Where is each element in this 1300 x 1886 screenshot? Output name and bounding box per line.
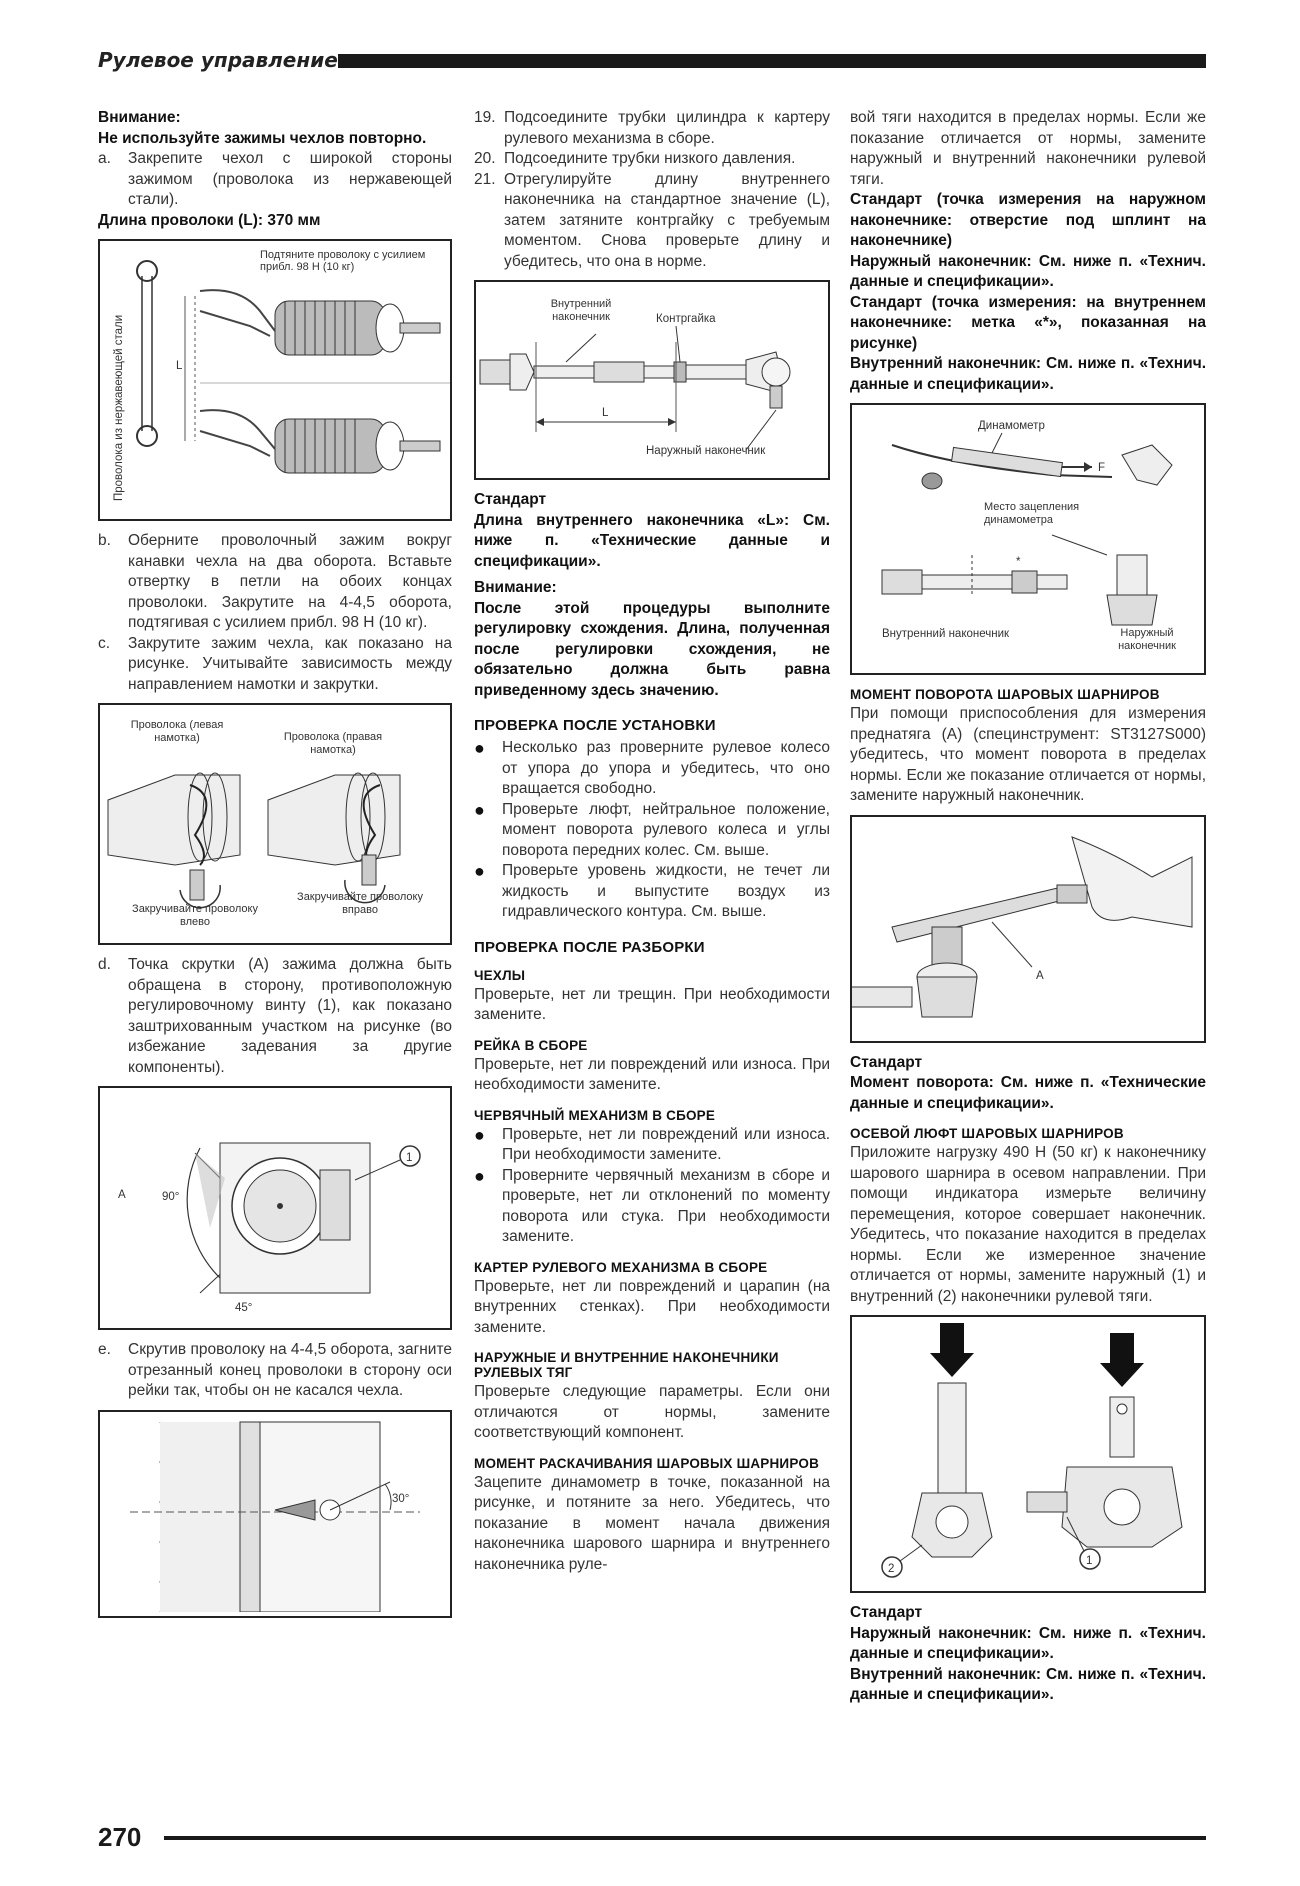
step-e xyxy=(98,1340,452,1402)
standard-outer-point: Стандарт (точка измерения на наружном наконечнике: отверстие под шплинт на наконечнике) xyxy=(850,191,1206,249)
attention-text: Не используйте зажимы чехлов повторно. xyxy=(98,129,427,147)
fig-label-1: 1 xyxy=(1086,1555,1093,1567)
tie-rods-text: Проверьте следующие параметры. Если они отличаются от нормы, замените соответствующий компонент. xyxy=(474,1383,830,1441)
step-b xyxy=(98,531,452,634)
step-21 xyxy=(474,170,830,273)
standard-title-4: Стандарт xyxy=(850,1604,923,1621)
fig-label-1: 1 xyxy=(406,1152,413,1164)
bullet-text: Несколько раз проверните рулевое колесо от упора до упора и убедитесь, что оно вращается свободно. xyxy=(502,739,830,797)
boots-text: Проверьте, нет ли трещин. При необходимости замените. xyxy=(474,985,830,1023)
step-text: Подсоедините трубки низкого давления. xyxy=(504,150,796,167)
standard-inner-axial: Внутренний наконечник: См. ниже п. «Технич. данные и спецификации». xyxy=(850,1665,1206,1703)
footer-rule xyxy=(164,1836,1206,1840)
standard-title: Стандарт xyxy=(474,491,547,508)
bullet-item xyxy=(474,738,830,800)
figure-axial-play xyxy=(850,1315,1206,1593)
section-heading-install: ПРОВЕРКА ПОСЛЕ УСТАНОВКИ xyxy=(474,717,716,734)
fig-label-A: A xyxy=(118,1189,126,1201)
fig-label-pull: Подтяните проволоку с усилием прибл. 98 Н (10 кг) xyxy=(260,249,426,273)
step-marker: a. xyxy=(98,150,111,167)
step-text: Закрепите чехол с широкой стороны зажимом (проволока из нержавеющей стали). xyxy=(128,150,452,208)
rack-text: Проверьте, нет ли повреждений или износа. При необходимости замените. xyxy=(474,1055,830,1093)
bullet-item xyxy=(474,861,830,923)
fig-label-A: A xyxy=(1036,969,1044,982)
page-header xyxy=(98,48,1206,78)
attention-title: Внимание: xyxy=(98,109,181,126)
fig-label-twist-left: Закручивайте проволоку влево xyxy=(132,903,258,928)
bullet-dot: ● xyxy=(474,738,485,758)
step-marker: e. xyxy=(98,1341,111,1358)
fig-label-inner: Внутренний наконечник xyxy=(550,298,612,323)
figure-wire-clamp xyxy=(98,239,452,521)
step-20 xyxy=(474,149,830,170)
figure-dynamometer xyxy=(850,403,1206,675)
fig-label-inner: Внутренний наконечник xyxy=(882,628,1010,640)
fig-label-twist-right: Закручивайте проволоку вправо xyxy=(297,891,423,916)
step-text: Оберните проволочный зажим вокруг канавки чехла на два оборота. Вставьте отвертку в петли на обоих концах проволоки. Закрутите на 4-4,5 оборота, подтягивая с усилием прибл. 98 Н (10 кг). xyxy=(128,532,452,631)
step-marker: 19. xyxy=(474,109,496,126)
fig-label-30: 30° xyxy=(392,1492,410,1505)
standard-rotation-value: Момент поворота: См. ниже п. «Технические данные и спецификации». xyxy=(850,1074,1206,1112)
fig-label-locknut: Контргайка xyxy=(656,313,716,325)
bullet-dot: ● xyxy=(474,861,485,881)
subheading-swing-torque: МОМЕНТ РАСКАЧИВАНИЯ ШАРОВЫХ ШАРНИРОВ xyxy=(474,1455,820,1471)
step-text: Подсоедините трубки цилиндра к картеру рулевого механизма в сборе. xyxy=(504,109,830,147)
standard-inner-value: Внутренний наконечник: См. ниже п. «Технич. данные и спецификации». xyxy=(850,355,1206,393)
rotation-text: При помощи приспособления для измерения преднатяга (A) (специнструмент: ST3127S000) убедитесь, что момент поворота в пределах нормы. Если же показание отличается от нормы, замените наружный наконечник. xyxy=(850,705,1206,804)
section-title: Рулевое управление xyxy=(98,48,338,72)
bullet-item xyxy=(474,800,830,862)
bullet-text: Проверьте уровень жидкости, не течет ли жидкость и выпустите воздух из гидравлического контура. См. выше. xyxy=(502,862,830,920)
step-text: Закрутите зажим чехла, как показано на рисунке. Учитывайте зависимость между направлением намотки и закрутки. xyxy=(128,634,452,693)
figure-twist-position xyxy=(98,1086,452,1330)
figure-wire-end xyxy=(98,1410,452,1618)
subheading-housing: КАРТЕР РУЛЕВОГО МЕХАНИЗМА В СБОРЕ xyxy=(474,1259,768,1275)
subheading-axial-play: ОСЕВОЙ ЛЮФТ ШАРОВЫХ ШАРНИРОВ xyxy=(850,1126,1124,1141)
bullet-dot: ● xyxy=(474,799,485,820)
subheading-rack: РЕЙКА В СБОРЕ xyxy=(474,1037,588,1053)
subheading-boots: ЧЕХЛЫ xyxy=(474,967,526,983)
bullet-text: Проверьте люфт, нейтральное положение, момент поворота рулевого колеса и углы поворота передних колес. См. выше. xyxy=(502,800,830,859)
housing-text: Проверьте, нет ли повреждений и царапин (на внутренних стенках). При необходимости замените. xyxy=(474,1277,830,1336)
attention-text-2: После этой процедуры выполните регулировку схождения. Длина, полученная после регулировки схождения, не обязательно должна быть равна приведенному здесь значению. xyxy=(474,599,830,699)
column-3 xyxy=(850,108,1206,1706)
fig-label-L: L xyxy=(602,407,609,419)
header-rule xyxy=(338,54,1206,68)
fig-label-2: 2 xyxy=(888,1563,895,1575)
fig-label-hook-point: Место зацепления динамометра xyxy=(984,501,1080,526)
fig-label-L: L xyxy=(176,360,183,372)
bullet-dot: ● xyxy=(474,1165,485,1186)
step-text: Скрутив проволоку на 4-4,5 оборота, загните отрезанный конец проволоки в сторону оси рейки так, чтобы он не касался чехла. xyxy=(128,1341,452,1399)
step-marker: b. xyxy=(98,532,111,549)
standard-text: Длина внутреннего наконечника «L»: См. ниже п. «Технические данные и спецификации». xyxy=(474,511,830,570)
step-marker: 20. xyxy=(474,150,496,167)
standard-title-3: Стандарт xyxy=(850,1053,923,1071)
bullet-text: Проверьте, нет ли повреждений или износа. При необходимости замените. xyxy=(502,1125,830,1163)
continued-text: вой тяги находится в пределах нормы. Если же показание отличается от нормы, замените наружный и внутренний наконечники рулевой тяги. xyxy=(850,109,1206,188)
step-text: Точка скрутки (A) зажима должна быть обращена в сторону, противоположную регулировочному винту (1), как показано заштрихованным участком на рисунке (во избежание задевания за другие компоненты). xyxy=(128,956,452,1076)
fig-label-dynamometer: Динамометр xyxy=(978,420,1045,432)
standard-outer-axial: Наружный наконечник: См. ниже п. «Технич. данные и спецификации». xyxy=(850,1624,1206,1662)
figure-wire-twist xyxy=(98,703,452,945)
fig-label-45: 45° xyxy=(235,1302,253,1314)
figure-tie-rod-length xyxy=(474,280,830,480)
step-text: Отрегулируйте длину внутреннего наконечника на стандартное значение (L), затем затяните контргайку с требуемым моментом. Снова проверьте длину и убедитесь, что она в норме. xyxy=(504,170,830,270)
fig-label-F: F xyxy=(1098,462,1106,474)
step-marker: d. xyxy=(98,956,111,973)
figure-preload-gauge xyxy=(850,815,1206,1043)
fig-label-right-wind: Проволока (правая намотка) xyxy=(283,731,383,756)
page-number: 270 xyxy=(98,1822,142,1852)
standard-inner-point: Стандарт (точка измерения: на внутреннем наконечнике: метка «*», показанная на рисунке) xyxy=(850,293,1206,352)
step-c xyxy=(98,634,452,696)
fig-label-vertical: Проволока из нержавеющей стали xyxy=(113,314,125,501)
step-marker: 21. xyxy=(474,170,496,188)
column-1 xyxy=(98,108,452,1628)
section-heading-disassembly: ПРОВЕРКА ПОСЛЕ РАЗБОРКИ xyxy=(474,938,705,956)
fig-label-star: * xyxy=(1016,556,1021,568)
fig-label-left-wind: Проволока (левая намотка) xyxy=(130,719,224,744)
fig-label-90: 90° xyxy=(162,1191,180,1203)
bullet-text: Проверните червячный механизм в сборе и проверьте, нет ли отклонений по моменту поворота или стука. При необходимости замените. xyxy=(502,1166,830,1245)
subheading-tie-rods: НАРУЖНЫЕ И ВНУТРЕННИЕ НАКОНЕЧНИКИ РУЛЕВЫХ ТЯГ xyxy=(474,1350,779,1380)
wire-length: Длина проволоки (L): 370 мм xyxy=(98,211,321,229)
page-footer xyxy=(98,1822,1206,1852)
fig-label-outer: Наружный наконечник xyxy=(1118,627,1176,652)
bullet-item xyxy=(474,1125,830,1166)
standard-outer-value: Наружный наконечник: См. ниже п. «Технич. данные и спецификации». xyxy=(850,252,1206,290)
swing-text: Зацепите динамометр в точке, показанной на рисунке, и потяните за него. Убедитесь, что показание в момент начала движения наконечника шарового шарнира и внутреннего наконечника руле- xyxy=(474,1473,830,1573)
attention-title-2: Внимание: xyxy=(474,579,557,596)
fig-label-outer: Наружный наконечник xyxy=(646,445,766,457)
axial-text: Приложите нагрузку 490 Н (50 кг) к наконечнику шарового шарнира в осевом направлении. При помощи индикатора измерьте величину перемещения, которое совершает наконечник. Убедитесь, что показание находится в пределах нормы. Если же измеренное значение отличается от нормы, замените наружный (1) и внутренний (2) наконечники рулевой тяги. xyxy=(850,1144,1206,1305)
subheading-worm: ЧЕРВЯЧНЫЙ МЕХАНИЗМ В СБОРЕ xyxy=(474,1107,716,1123)
step-19 xyxy=(474,108,830,149)
bullet-item xyxy=(474,1166,830,1248)
subheading-rotation-torque: МОМЕНТ ПОВОРОТА ШАРОВЫХ ШАРНИРОВ xyxy=(850,687,1160,702)
bullet-dot: ● xyxy=(474,1124,485,1145)
step-d xyxy=(98,955,452,1078)
step-a xyxy=(98,149,452,211)
step-marker: c. xyxy=(98,634,111,652)
column-2 xyxy=(474,108,830,1575)
